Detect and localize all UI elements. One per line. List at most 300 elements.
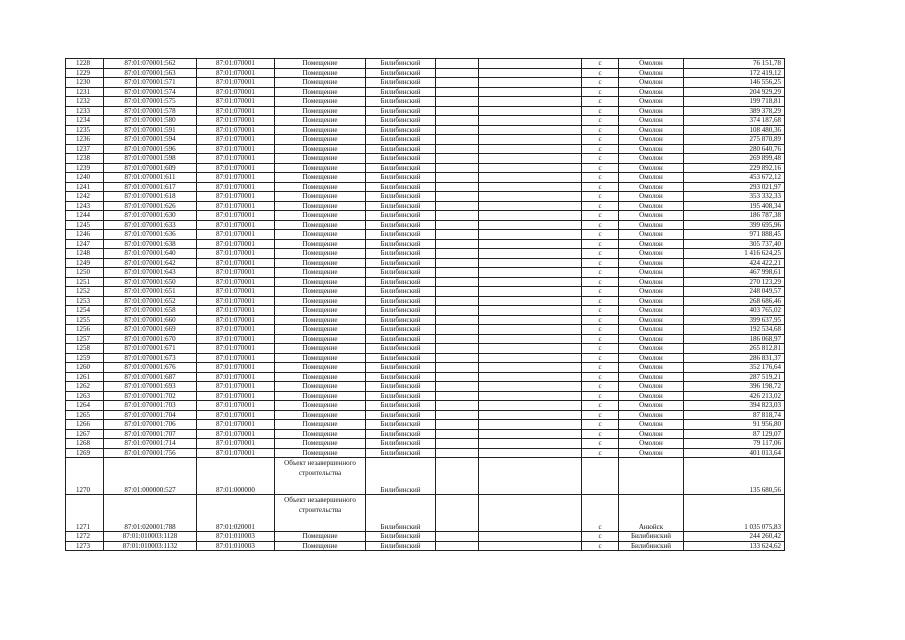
settlement-type-cell: с <box>582 163 619 173</box>
empty-cell <box>436 192 479 202</box>
cadastral-quarter-cell: 87:01:070001 <box>197 306 275 316</box>
table-row <box>66 325 785 335</box>
settlement-cell: Омолон <box>619 287 684 297</box>
cadastral-quarter-cell: 87:01:070001 <box>197 315 275 325</box>
cadastral-quarter-cell: 87:01:070001 <box>197 448 275 458</box>
cadastral-quarter-cell: 87:01:000000 <box>197 458 275 495</box>
settlement-type-cell: с <box>582 87 619 97</box>
row-number-cell: 1229 <box>66 68 104 78</box>
table-row <box>66 182 785 192</box>
cadastral-quarter-cell: 87:01:070001 <box>197 201 275 211</box>
municipality-cell: Билибинский <box>366 239 436 249</box>
municipality-cell: Билибинский <box>366 154 436 164</box>
empty-cell <box>479 116 582 126</box>
municipality-cell: Билибинский <box>366 163 436 173</box>
empty-cell <box>479 448 582 458</box>
cadastral-number-cell: 87:01:070001:660 <box>104 315 197 325</box>
settlement-cell: Омолон <box>619 135 684 145</box>
cadastral-quarter-cell: 87:01:070001 <box>197 154 275 164</box>
table-row <box>66 420 785 430</box>
cadastral-number-cell: 87:01:070001:598 <box>104 154 197 164</box>
settlement-cell: Омолон <box>619 334 684 344</box>
row-number-cell: 1264 <box>66 401 104 411</box>
object-type-cell: Помещение <box>275 135 366 145</box>
empty-cell <box>479 344 582 354</box>
cadastral-value-cell: 389 378,29 <box>684 106 785 116</box>
municipality-cell: Билибинский <box>366 363 436 373</box>
settlement-cell: Омолон <box>619 391 684 401</box>
settlement-cell: Омолон <box>619 78 684 88</box>
empty-cell <box>436 173 479 183</box>
municipality-cell: Билибинский <box>366 230 436 240</box>
row-number-cell: 1250 <box>66 268 104 278</box>
object-type-cell: Помещение <box>275 258 366 268</box>
object-type-cell: Помещение <box>275 144 366 154</box>
cadastral-number-cell: 87:01:070001:707 <box>104 429 197 439</box>
empty-cell <box>479 315 582 325</box>
cadastral-value-cell: 79 117,06 <box>684 439 785 449</box>
empty-cell <box>436 154 479 164</box>
table-row <box>66 391 785 401</box>
municipality-cell: Билибинский <box>366 420 436 430</box>
table-row <box>66 192 785 202</box>
cadastral-value-cell: 87 818,74 <box>684 410 785 420</box>
table-row <box>66 382 785 392</box>
table-row <box>66 249 785 259</box>
settlement-type-cell: с <box>582 306 619 316</box>
settlement-cell: Омолон <box>619 211 684 221</box>
empty-cell <box>436 353 479 363</box>
table-row <box>66 154 785 164</box>
cadastral-value-cell: 275 870,89 <box>684 135 785 145</box>
row-number-cell: 1239 <box>66 163 104 173</box>
row-number-cell: 1268 <box>66 439 104 449</box>
object-type-cell: Помещение <box>275 344 366 354</box>
row-number-cell: 1248 <box>66 249 104 259</box>
cadastral-quarter-cell: 87:01:070001 <box>197 429 275 439</box>
cadastral-number-cell: 87:01:070001:596 <box>104 144 197 154</box>
empty-cell <box>479 125 582 135</box>
cadastral-quarter-cell: 87:01:070001 <box>197 439 275 449</box>
table-row <box>66 106 785 116</box>
empty-cell <box>436 268 479 278</box>
cadastral-value-cell: 269 899,48 <box>684 154 785 164</box>
cadastral-number-cell: 87:01:070001:633 <box>104 220 197 230</box>
municipality-cell: Билибинский <box>366 211 436 221</box>
cadastral-number-cell: 87:01:070001:638 <box>104 239 197 249</box>
cadastral-value-cell: 244 260,42 <box>684 532 785 542</box>
municipality-cell: Билибинский <box>366 541 436 551</box>
empty-cell <box>436 182 479 192</box>
cadastral-quarter-cell: 87:01:070001 <box>197 59 275 69</box>
cadastral-quarter-cell: 87:01:070001 <box>197 220 275 230</box>
empty-cell <box>436 495 479 532</box>
cadastral-quarter-cell: 87:01:070001 <box>197 420 275 430</box>
settlement-type-cell: с <box>582 344 619 354</box>
empty-cell <box>479 163 582 173</box>
empty-cell <box>479 439 582 449</box>
empty-cell <box>436 97 479 107</box>
settlement-type-cell: с <box>582 429 619 439</box>
settlement-type-cell: с <box>582 211 619 221</box>
cadastral-number-cell: 87:01:070001:652 <box>104 296 197 306</box>
table-row <box>66 439 785 449</box>
table-row <box>66 306 785 316</box>
table-row <box>66 363 785 373</box>
cadastral-number-cell: 87:01:070001:611 <box>104 173 197 183</box>
municipality-cell: Билибинский <box>366 448 436 458</box>
object-type-cell: Помещение <box>275 315 366 325</box>
row-number-cell: 1265 <box>66 410 104 420</box>
row-number-cell: 1236 <box>66 135 104 145</box>
empty-cell <box>436 448 479 458</box>
municipality-cell: Билибинский <box>366 277 436 287</box>
municipality-cell: Билибинский <box>366 144 436 154</box>
cadastral-number-cell: 87:01:070001:643 <box>104 268 197 278</box>
cadastral-value-cell: 91 956,80 <box>684 420 785 430</box>
empty-cell <box>479 429 582 439</box>
cadastral-number-cell: 87:01:070001:636 <box>104 230 197 240</box>
settlement-cell: Омолон <box>619 68 684 78</box>
cadastral-quarter-cell: 87:01:070001 <box>197 135 275 145</box>
empty-cell <box>436 401 479 411</box>
empty-cell <box>479 220 582 230</box>
cadastral-quarter-cell: 87:01:070001 <box>197 125 275 135</box>
empty-cell <box>436 325 479 335</box>
row-number-cell: 1261 <box>66 372 104 382</box>
cadastral-value-cell: 352 176,64 <box>684 363 785 373</box>
settlement-cell: Омолон <box>619 220 684 230</box>
object-type-cell: Помещение <box>275 87 366 97</box>
row-number-cell: 1272 <box>66 532 104 542</box>
cadastral-number-cell: 87:01:000000:527 <box>104 458 197 495</box>
settlement-type-cell: с <box>582 125 619 135</box>
settlement-type-cell: с <box>582 363 619 373</box>
settlement-type-cell: с <box>582 144 619 154</box>
object-type-cell: Объект незавершенного строительства <box>275 458 366 495</box>
cadastral-number-cell: 87:01:010003:1132 <box>104 541 197 551</box>
settlement-cell: Омолон <box>619 106 684 116</box>
cadastral-value-cell: 287 519,21 <box>684 372 785 382</box>
cadastral-value-table <box>65 58 785 551</box>
empty-cell <box>479 391 582 401</box>
cadastral-number-cell: 87:01:070001:651 <box>104 287 197 297</box>
row-number-cell: 1238 <box>66 154 104 164</box>
cadastral-value-cell: 199 718,81 <box>684 97 785 107</box>
cadastral-number-cell: 87:01:070001:706 <box>104 420 197 430</box>
settlement-type-cell: с <box>582 192 619 202</box>
settlement-type-cell: с <box>582 277 619 287</box>
cadastral-number-cell: 87:01:070001:578 <box>104 106 197 116</box>
settlement-type-cell: с <box>582 182 619 192</box>
municipality-cell: Билибинский <box>366 135 436 145</box>
object-type-cell: Помещение <box>275 401 366 411</box>
row-number-cell: 1245 <box>66 220 104 230</box>
cadastral-number-cell: 87:01:070001:575 <box>104 97 197 107</box>
cadastral-quarter-cell: 87:01:070001 <box>197 258 275 268</box>
empty-cell <box>479 382 582 392</box>
object-type-cell: Помещение <box>275 325 366 335</box>
empty-cell <box>479 182 582 192</box>
row-number-cell: 1234 <box>66 116 104 126</box>
empty-cell <box>479 135 582 145</box>
settlement-cell: Омолон <box>619 258 684 268</box>
empty-cell <box>436 306 479 316</box>
cadastral-value-cell: 229 892,16 <box>684 163 785 173</box>
empty-cell <box>479 306 582 316</box>
table-row <box>66 59 785 69</box>
cadastral-number-cell: 87:01:070001:591 <box>104 125 197 135</box>
settlement-cell: Омолон <box>619 363 684 373</box>
settlement-type-cell: с <box>582 135 619 145</box>
cadastral-value-cell: 401 013,64 <box>684 448 785 458</box>
settlement-cell: Билибинский <box>619 532 684 542</box>
table-row <box>66 448 785 458</box>
object-type-cell: Помещение <box>275 211 366 221</box>
cadastral-value-cell: 399 637,95 <box>684 315 785 325</box>
settlement-type-cell: с <box>582 353 619 363</box>
cadastral-number-cell: 87:01:070001:562 <box>104 59 197 69</box>
cadastral-quarter-cell: 87:01:070001 <box>197 372 275 382</box>
empty-cell <box>479 363 582 373</box>
empty-cell <box>436 420 479 430</box>
object-type-cell: Помещение <box>275 532 366 542</box>
empty-cell <box>479 68 582 78</box>
cadastral-number-cell: 87:01:070001:618 <box>104 192 197 202</box>
empty-cell <box>436 201 479 211</box>
object-type-cell: Помещение <box>275 277 366 287</box>
row-number-cell: 1230 <box>66 78 104 88</box>
table-row <box>66 401 785 411</box>
object-type-cell: Помещение <box>275 372 366 382</box>
object-type-cell: Помещение <box>275 296 366 306</box>
settlement-type-cell: с <box>582 106 619 116</box>
cadastral-value-cell: 293 021,97 <box>684 182 785 192</box>
municipality-cell: Билибинский <box>366 59 436 69</box>
settlement-type-cell: с <box>582 239 619 249</box>
object-type-cell: Помещение <box>275 268 366 278</box>
empty-cell <box>479 334 582 344</box>
cadastral-number-cell: 87:01:070001:630 <box>104 211 197 221</box>
municipality-cell: Билибинский <box>366 296 436 306</box>
settlement-cell <box>619 458 684 495</box>
object-type-cell: Помещение <box>275 448 366 458</box>
table-row <box>66 97 785 107</box>
row-number-cell: 1244 <box>66 211 104 221</box>
row-number-cell: 1259 <box>66 353 104 363</box>
table-row <box>66 78 785 88</box>
object-type-cell: Помещение <box>275 230 366 240</box>
municipality-cell: Билибинский <box>366 192 436 202</box>
settlement-cell: Омолон <box>619 315 684 325</box>
cadastral-quarter-cell: 87:01:070001 <box>197 363 275 373</box>
empty-cell <box>436 429 479 439</box>
row-number-cell: 1270 <box>66 458 104 495</box>
table-row <box>66 277 785 287</box>
settlement-type-cell: с <box>582 154 619 164</box>
cadastral-quarter-cell: 87:01:070001 <box>197 78 275 88</box>
municipality-cell: Билибинский <box>366 344 436 354</box>
municipality-cell: Билибинский <box>366 182 436 192</box>
empty-cell <box>479 87 582 97</box>
empty-cell <box>479 401 582 411</box>
cadastral-value-cell: 268 686,46 <box>684 296 785 306</box>
empty-cell <box>479 59 582 69</box>
settlement-type-cell: с <box>582 59 619 69</box>
cadastral-value-cell: 467 998,61 <box>684 268 785 278</box>
cadastral-quarter-cell: 87:01:020001 <box>197 495 275 532</box>
empty-cell <box>436 344 479 354</box>
cadastral-value-cell: 87 129,07 <box>684 429 785 439</box>
row-number-cell: 1233 <box>66 106 104 116</box>
table-row <box>66 268 785 278</box>
municipality-cell: Билибинский <box>366 372 436 382</box>
empty-cell <box>436 230 479 240</box>
empty-cell <box>436 287 479 297</box>
settlement-type-cell: с <box>582 173 619 183</box>
settlement-cell: Омолон <box>619 410 684 420</box>
object-type-cell: Объект незавершенного строительства <box>275 495 366 532</box>
table-row <box>66 230 785 240</box>
settlement-cell: Омолон <box>619 249 684 259</box>
cadastral-quarter-cell: 87:01:070001 <box>197 211 275 221</box>
cadastral-value-cell: 186 787,38 <box>684 211 785 221</box>
object-type-cell: Помещение <box>275 363 366 373</box>
empty-cell <box>479 541 582 551</box>
object-type-cell: Помещение <box>275 249 366 259</box>
cadastral-quarter-cell: 87:01:010003 <box>197 532 275 542</box>
cadastral-value-cell: 265 812,81 <box>684 344 785 354</box>
cadastral-value-cell: 971 888,45 <box>684 230 785 240</box>
municipality-cell: Билибинский <box>366 391 436 401</box>
settlement-cell: Омолон <box>619 144 684 154</box>
settlement-cell: Омолон <box>619 116 684 126</box>
settlement-type-cell <box>582 458 619 495</box>
row-number-cell: 1255 <box>66 315 104 325</box>
cadastral-value-cell: 172 419,12 <box>684 68 785 78</box>
empty-cell <box>479 230 582 240</box>
municipality-cell: Билибинский <box>366 315 436 325</box>
table-row <box>66 258 785 268</box>
settlement-cell: Омолон <box>619 201 684 211</box>
settlement-cell: Омолон <box>619 353 684 363</box>
cadastral-number-cell: 87:01:020001:788 <box>104 495 197 532</box>
cadastral-number-cell: 87:01:070001:563 <box>104 68 197 78</box>
empty-cell <box>479 249 582 259</box>
object-type-cell: Помещение <box>275 353 366 363</box>
settlement-cell: Билибинский <box>619 541 684 551</box>
cadastral-value-cell: 248 049,57 <box>684 287 785 297</box>
row-number-cell: 1253 <box>66 296 104 306</box>
cadastral-value-cell: 305 737,40 <box>684 239 785 249</box>
cadastral-value-cell: 186 068,97 <box>684 334 785 344</box>
settlement-cell: Омолон <box>619 277 684 287</box>
cadastral-quarter-cell: 87:01:070001 <box>197 382 275 392</box>
municipality-cell: Билибинский <box>366 439 436 449</box>
empty-cell <box>436 541 479 551</box>
empty-cell <box>436 144 479 154</box>
cadastral-number-cell: 87:01:070001:609 <box>104 163 197 173</box>
empty-cell <box>479 287 582 297</box>
cadastral-value-cell: 146 556,25 <box>684 78 785 88</box>
object-type-cell: Помещение <box>275 192 366 202</box>
cadastral-value-cell: 374 187,68 <box>684 116 785 126</box>
object-type-cell: Помещение <box>275 220 366 230</box>
settlement-type-cell: с <box>582 334 619 344</box>
empty-cell <box>436 458 479 495</box>
settlement-cell: Омолон <box>619 230 684 240</box>
empty-cell <box>436 391 479 401</box>
cadastral-number-cell: 87:01:010003:1128 <box>104 532 197 542</box>
object-type-cell: Помещение <box>275 429 366 439</box>
cadastral-quarter-cell: 87:01:070001 <box>197 401 275 411</box>
object-type-cell: Помещение <box>275 334 366 344</box>
municipality-cell: Билибинский <box>366 87 436 97</box>
settlement-type-cell: с <box>582 68 619 78</box>
empty-cell <box>479 353 582 363</box>
table-row <box>66 334 785 344</box>
cadastral-number-cell: 87:01:070001:676 <box>104 363 197 373</box>
row-number-cell: 1273 <box>66 541 104 551</box>
table-row <box>66 315 785 325</box>
empty-cell <box>436 334 479 344</box>
cadastral-value-cell: 399 695,96 <box>684 220 785 230</box>
table-row <box>66 532 785 542</box>
cadastral-quarter-cell: 87:01:070001 <box>197 325 275 335</box>
cadastral-quarter-cell: 87:01:070001 <box>197 173 275 183</box>
settlement-type-cell: с <box>582 448 619 458</box>
cadastral-quarter-cell: 87:01:070001 <box>197 116 275 126</box>
row-number-cell: 1254 <box>66 306 104 316</box>
cadastral-value-cell: 424 422,21 <box>684 258 785 268</box>
cadastral-value-cell: 192 534,68 <box>684 325 785 335</box>
empty-cell <box>479 410 582 420</box>
empty-cell <box>436 372 479 382</box>
empty-cell <box>479 78 582 88</box>
object-type-cell: Помещение <box>275 391 366 401</box>
row-number-cell: 1252 <box>66 287 104 297</box>
empty-cell <box>436 439 479 449</box>
table-row <box>66 287 785 297</box>
table-row <box>66 458 785 495</box>
settlement-cell: Омолон <box>619 448 684 458</box>
table-row <box>66 144 785 154</box>
row-number-cell: 1232 <box>66 97 104 107</box>
municipality-cell: Билибинский <box>366 268 436 278</box>
cadastral-number-cell: 87:01:070001:703 <box>104 401 197 411</box>
table-row <box>66 495 785 532</box>
row-number-cell: 1237 <box>66 144 104 154</box>
empty-cell <box>479 296 582 306</box>
table-row <box>66 125 785 135</box>
row-number-cell: 1228 <box>66 59 104 69</box>
empty-cell <box>436 410 479 420</box>
settlement-type-cell: с <box>582 382 619 392</box>
cadastral-quarter-cell: 87:01:070001 <box>197 353 275 363</box>
table-row <box>66 541 785 551</box>
cadastral-number-cell: 87:01:070001:687 <box>104 372 197 382</box>
object-type-cell: Помещение <box>275 182 366 192</box>
object-type-cell: Помещение <box>275 420 366 430</box>
cadastral-value-cell: 133 624,62 <box>684 541 785 551</box>
object-type-cell: Помещение <box>275 59 366 69</box>
municipality-cell: Билибинский <box>366 220 436 230</box>
cadastral-quarter-cell: 87:01:070001 <box>197 296 275 306</box>
cadastral-value-cell: 403 765,02 <box>684 306 785 316</box>
table-row <box>66 87 785 97</box>
cadastral-value-cell: 396 198,72 <box>684 382 785 392</box>
settlement-cell: Омолон <box>619 182 684 192</box>
